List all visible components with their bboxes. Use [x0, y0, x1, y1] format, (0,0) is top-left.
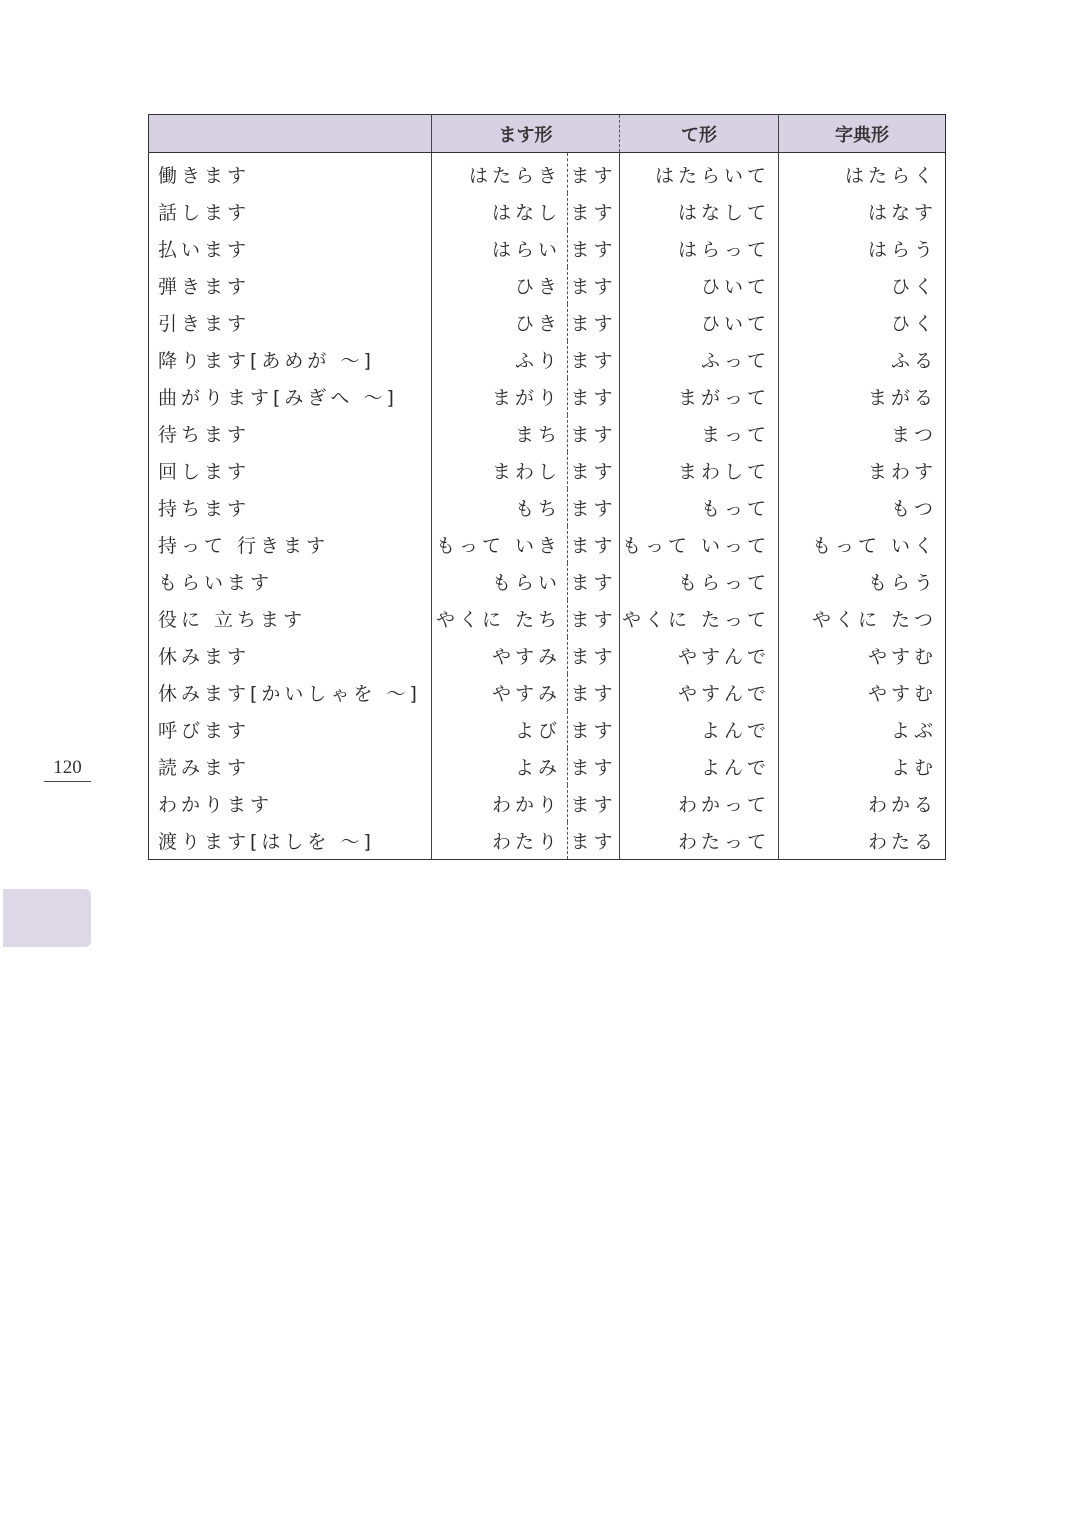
- masu-suffix-cell: ます: [568, 637, 620, 674]
- masu-suffix-cell: ます: [568, 378, 620, 415]
- dictionary-form-cell: ひく: [890, 276, 937, 298]
- verb-cell: 役に 立ちます: [149, 600, 432, 637]
- verb-cell: 休みます: [149, 637, 432, 674]
- masu-suffix-cell: ます: [568, 785, 620, 822]
- verb-cell: 弾きます: [149, 267, 432, 304]
- te-form-cell: やすんで: [620, 637, 779, 674]
- masu-stem-cell: もち: [432, 489, 568, 526]
- dictionary-form-cell: よぶ: [890, 720, 937, 742]
- dictionary-form-cell: よむ: [890, 757, 937, 779]
- masu-stem-cell: はなし: [432, 193, 568, 230]
- masu-stem-cell: やすみ: [432, 637, 568, 674]
- dictionary-form-cell: ふる: [890, 350, 937, 372]
- te-form-cell: はたらいて: [620, 153, 779, 194]
- masu-stem-cell: もらい: [432, 563, 568, 600]
- te-form-cell: わたって: [620, 822, 779, 860]
- te-form-cell: ひいて: [620, 267, 779, 304]
- te-form-cell: もらって: [620, 563, 779, 600]
- table-row: [149, 674, 946, 711]
- masu-suffix-cell: ます: [568, 193, 620, 230]
- dictionary-form-cell: もつ: [890, 498, 937, 520]
- table-row: [149, 153, 946, 194]
- masu-suffix-cell: ます: [568, 341, 620, 378]
- dictionary-form-cell: まがる: [867, 387, 937, 409]
- verb-cell: 引きます: [149, 304, 432, 341]
- masu-suffix-cell: ます: [568, 563, 620, 600]
- masu-stem-cell: ひき: [432, 304, 568, 341]
- masu-stem-cell: まち: [432, 415, 568, 452]
- masu-suffix-cell: ます: [568, 674, 620, 711]
- dictionary-form-cell: はらう: [867, 239, 937, 261]
- masu-stem-cell: よみ: [432, 748, 568, 785]
- dictionary-form-cell: やくに たつ: [811, 609, 937, 631]
- masu-suffix-cell: ます: [568, 230, 620, 267]
- te-form-cell: やすんで: [620, 674, 779, 711]
- dictionary-form-cell: もらう: [867, 572, 937, 594]
- te-form-cell: やくに たって: [620, 600, 779, 637]
- header-row: [149, 115, 946, 153]
- table-row: [149, 785, 946, 822]
- masu-stem-cell: やくに たち: [432, 600, 568, 637]
- masu-suffix-cell: ます: [568, 452, 620, 489]
- masu-stem-cell: よび: [432, 711, 568, 748]
- masu-suffix-cell: ます: [568, 822, 620, 860]
- verb-cell: 持ちます: [149, 489, 432, 526]
- dictionary-form-cell: まつ: [890, 424, 937, 446]
- masu-suffix-cell: ます: [568, 153, 620, 194]
- te-form-cell: わかって: [620, 785, 779, 822]
- masu-stem-cell: はらい: [432, 230, 568, 267]
- table-row: [149, 600, 946, 637]
- te-form-cell: よんで: [620, 748, 779, 785]
- masu-stem-cell: ひき: [432, 267, 568, 304]
- page-number: 120: [44, 757, 91, 782]
- verb-cell: 待ちます: [149, 415, 432, 452]
- verb-conjugation-table: [148, 114, 946, 860]
- te-form-cell: よんで: [620, 711, 779, 748]
- te-form-cell: はなして: [620, 193, 779, 230]
- table-row: [149, 489, 946, 526]
- te-form-cell: もって いって: [620, 526, 779, 563]
- masu-stem-cell: ふり: [432, 341, 568, 378]
- verb-cell: 払います: [149, 230, 432, 267]
- masu-stem-cell: わかり: [432, 785, 568, 822]
- table-row: [149, 637, 946, 674]
- masu-suffix-cell: ます: [568, 526, 620, 563]
- table-row: [149, 341, 946, 378]
- header-masu-form: ます形: [432, 115, 620, 153]
- verb-cell: もらいます: [149, 563, 432, 600]
- dictionary-form-cell: やすむ: [867, 683, 937, 705]
- masu-suffix-cell: ます: [568, 711, 620, 748]
- masu-suffix-cell: ます: [568, 267, 620, 304]
- verb-cell: 曲がります[みぎへ 〜]: [149, 378, 432, 415]
- verb-cell: 働きます: [149, 153, 432, 194]
- dictionary-form-cell: まわす: [867, 461, 937, 483]
- dictionary-form-cell: わたる: [867, 831, 937, 853]
- table-row: [149, 267, 946, 304]
- masu-stem-cell: まがり: [432, 378, 568, 415]
- te-form-cell: まって: [620, 415, 779, 452]
- table-body: [149, 153, 946, 860]
- verb-cell: 話します: [149, 193, 432, 230]
- table-row: [149, 378, 946, 415]
- masu-suffix-cell: ます: [568, 304, 620, 341]
- masu-stem-cell: もって いき: [432, 526, 568, 563]
- table-row: [149, 452, 946, 489]
- verb-cell: 休みます[かいしゃを 〜]: [149, 674, 432, 711]
- masu-suffix-cell: ます: [568, 748, 620, 785]
- te-form-cell: ふって: [620, 341, 779, 378]
- verb-cell: 呼びます: [149, 711, 432, 748]
- masu-stem-cell: わたり: [432, 822, 568, 860]
- dictionary-form-cell: やすむ: [867, 646, 937, 668]
- verb-cell: 渡ります[はしを 〜]: [149, 822, 432, 860]
- verb-cell: 回します: [149, 452, 432, 489]
- masu-suffix-cell: ます: [568, 489, 620, 526]
- chapter-side-tab: [3, 889, 91, 947]
- masu-stem-cell: はたらき: [432, 153, 568, 194]
- dictionary-form-cell: わかる: [867, 794, 937, 816]
- te-form-cell: ひいて: [620, 304, 779, 341]
- te-form-cell: はらって: [620, 230, 779, 267]
- te-form-cell: まがって: [620, 378, 779, 415]
- table-row: [149, 526, 946, 563]
- verb-cell: 持って 行きます: [149, 526, 432, 563]
- header-te-form: て形: [620, 115, 779, 153]
- verb-cell: 降ります[あめが 〜]: [149, 341, 432, 378]
- table-row: [149, 711, 946, 748]
- table-row: [149, 822, 946, 860]
- header-verb: [149, 115, 432, 153]
- masu-stem-cell: やすみ: [432, 674, 568, 711]
- masu-stem-cell: まわし: [432, 452, 568, 489]
- dictionary-form-cell: はなす: [867, 202, 937, 224]
- verb-cell: わかります: [149, 785, 432, 822]
- table-row: [149, 563, 946, 600]
- masu-suffix-cell: ます: [568, 415, 620, 452]
- table-row: [149, 304, 946, 341]
- te-form-cell: まわして: [620, 452, 779, 489]
- table-row: [149, 230, 946, 267]
- dictionary-form-cell: もって いく: [811, 535, 937, 557]
- te-form-cell: もって: [620, 489, 779, 526]
- table-header: [149, 115, 946, 153]
- verb-cell: 読みます: [149, 748, 432, 785]
- dictionary-form-cell: はたらく: [844, 165, 937, 187]
- table-row: [149, 415, 946, 452]
- header-dictionary-form: 字典形: [779, 115, 946, 153]
- table-row: [149, 193, 946, 230]
- dictionary-form-cell: ひく: [890, 313, 937, 335]
- masu-suffix-cell: ます: [568, 600, 620, 637]
- table-row: [149, 748, 946, 785]
